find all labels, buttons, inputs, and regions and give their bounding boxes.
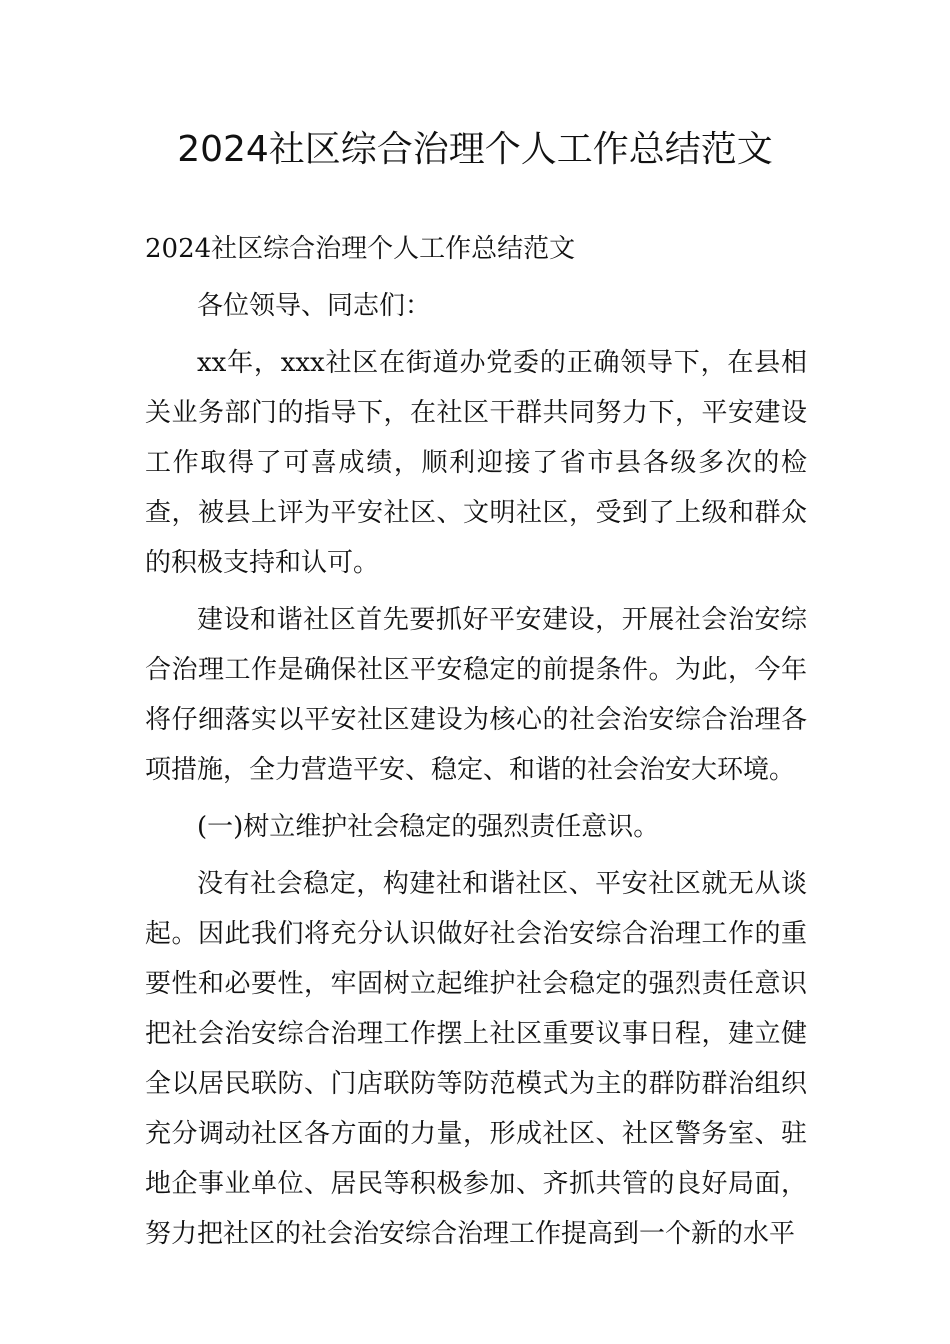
section-heading: (一)树立维护社会稳定的强烈责任意识。 bbox=[197, 812, 660, 842]
paragraph: 没有社会稳定，构建社和谐社区、平安社区就无从谈起。因此我们将充分认识做好社会治安综合治理工作的重要性和必要性，牢固树立起维护社会稳定的强烈责任意识把社会治安综合治理工作摆上社区重要议事日程，建立健全以居民联防、门店联防等防范模式为主的群防群治组织充分调动社区各方面的力量，形成社区、社区警务室、驻地企事业单位、居民等积极参加、齐抓共管的良好局面，努力把社区的社会治安综合治理工作提高到一个新的水平 bbox=[145, 869, 807, 1249]
document-title: 2024社区综合治理个人工作总结范文 bbox=[177, 129, 773, 170]
document-body bbox=[145, 224, 807, 1259]
paragraph: 建设和谐社区首先要抓好平安建设，开展社会治安综合治理工作是确保社区平安稳定的前提条件。为此，今年将仔细落实以平安社区建设为核心的社会治安综合治理各项措施，全力营造平安、稳定、和谐的社会治安大环境。 bbox=[145, 605, 807, 785]
paragraph: xx年，xxx社区在街道办党委的正确领导下，在县相关业务部门的指导下，在社区干群共同努力下，平安建设工作取得了可喜成绩，顺利迎接了省市县各级多次的检查，被县上评为平安社区、文明社区，受到了上级和群众的积极支持和认可。 bbox=[145, 348, 807, 578]
greeting: 各位领导、同志们： bbox=[197, 291, 432, 321]
document-subtitle: 2024社区综合治理个人工作总结范文 bbox=[145, 234, 576, 264]
